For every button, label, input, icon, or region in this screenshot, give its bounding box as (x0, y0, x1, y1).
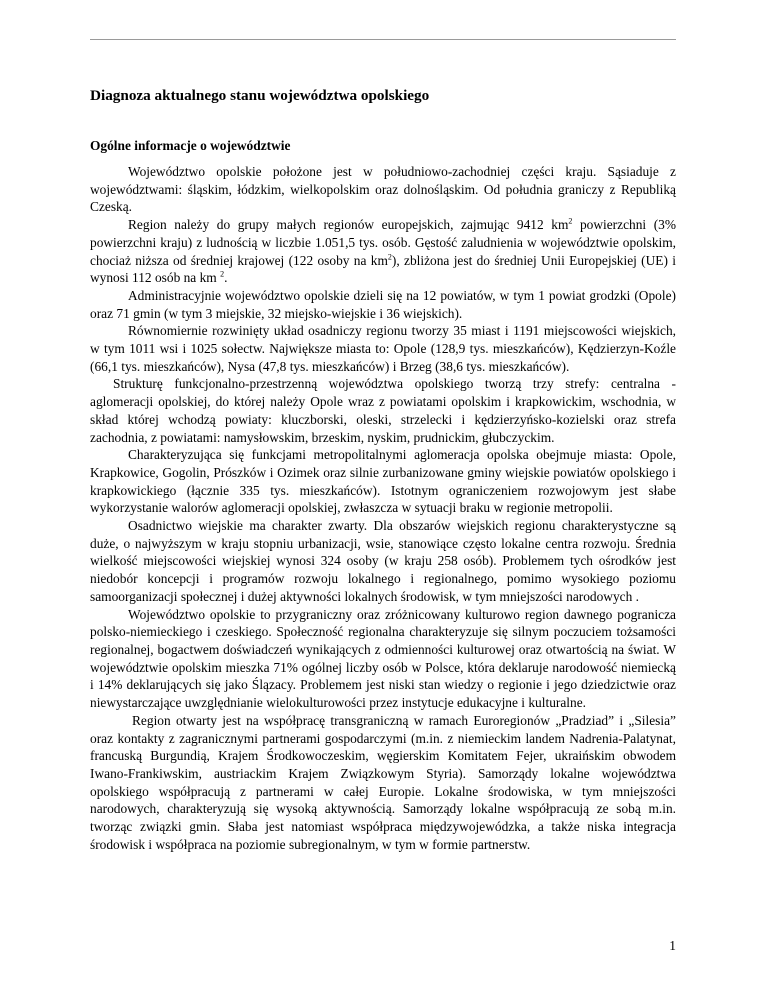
paragraph-area-text-c: ), zbliżona jest do średniej Unii Europejskiej (UE) i wynosi 112 osób na km (90, 252, 676, 286)
superscript-2-a: 2 (568, 216, 573, 226)
paragraph-administration: Administracyjnie województwo opolskie dzieli się na 12 powiatów, w tym 1 powiat grodzki (Opole) oraz 71 gmin (w tym 3 miejskie, 32 miejsko-wiejskie i 36 wiejskich). (90, 287, 676, 321)
page-number: 1 (669, 938, 676, 953)
header-rule (90, 39, 676, 40)
paragraph-culture: Województwo opolskie to przygraniczny oraz zróżnicowany kulturowo region dawnego pogranicza polsko-niemieckiego i czeskiego. Społeczność regionalna charakteryzuje się silnym poczuciem tożsamości regionalnej, bogactwem doświadczeń wynikających z odmienności kulturowej oraz otwartością na świat. W województwie opolskim mieszka 71% ogólnej liczby osób w Polsce, która deklaruje narodowość niemiecką i 14% deklarujących się jako Ślązacy. Problemem jest niski stan wiedzy o regionie i jego dziedzictwie oraz niewystarczające uwzględnianie wielokulturowości przez instytucje edukacyjne i kulturalne. (90, 606, 676, 711)
paragraph-area-population (90, 216, 676, 287)
paragraph-settlement: Równomiernie rozwinięty układ osadniczy regionu tworzy 35 miast i 1191 miejscowości wiejskich, w tym 1011 wsi i 1025 sołectw. Największe miasta to: Opole (128,9 tys. mieszkańców), Kędzierzyn-Koźle (66,1 tys. mieszkańców), Nysa (47,8 tys. mieszkańców) i Brzeg (38,6 tys. mieszkańców). (90, 323, 676, 374)
superscript-2-c: 2 (220, 269, 225, 279)
document-title: Diagnoza aktualnego stanu województwa opolskiego (90, 87, 430, 104)
section-heading: Ogólne informacje o województwie (90, 138, 291, 153)
superscript-2-b: 2 (387, 252, 392, 262)
paragraph-structure: Strukturę funkcjonalno-przestrzenną województwa opolskiego tworzą trzy strefy: centralna - aglomeracji opolskiej, do której należy Opole wraz z powiatami opolskim i krapkowickim, wschodnia, w skład której wchodzą powiaty: kluczborski, oleski, strzelecki i kędzierzyńsko-kozielski oraz strefa zachodnia, z powiatami: namysłowskim, brzeskim, nyskim, prudnickim, głubczyckim. (90, 376, 676, 445)
paragraph-area-text-b: powierzchni (3% powierzchni kraju) z ludnością w liczbie 1.051,5 tys. osób. Gęstość zaludnienia w województwie opolskim, chociaż niższa od średniej krajowej (122 osoby na km (90, 217, 677, 268)
paragraph-rural: Osadnictwo wiejskie ma charakter zwarty. Dla obszarów wiejskich regionu charakterystyczne są duże, o najwyższym w kraju stopniu urbanizacji, wsie, stanowiące często lokalne centra rozwoju. Średnia wielkość miejscowości wiejskiej wynosi 324 osoby (w kraju 258 osób). Problemem tych ośrodków jest niedobór koncepcji i programów rozwoju lokalnego i regionalnego, pomimo wysokiego poziomu samoorganizacji społecznej i dużej aktywności lokalnych środowisk, w tym mniejszości narodowych . (90, 518, 676, 604)
paragraph-agglomeration: Charakteryzująca się funkcjami metropolitalnymi aglomeracja opolska obejmuje miasta: Opole, Krapkowice, Gogolin, Prószków i Ozimek oraz silnie zurbanizowane gminy wiejskie powiatów opolskiego i krapkowickiego (łącznie 335 tys. mieszkańców). Istotnym ograniczeniem rozwojowym jest słabe wykorzystanie walorów aglomeracji opolskiej, zwłaszcza w sytuacji braku w regionie metropolii. (90, 447, 676, 516)
paragraph-area-text-d: . (224, 270, 228, 286)
paragraph-location: Województwo opolskie położone jest w południowo-zachodniej części kraju. Sąsiaduje z województwami: śląskim, łódzkim, wielkopolskim oraz dolnośląskim. Od południa graniczy z Republiką Czeską. (90, 164, 676, 215)
paragraph-area-text-a: Region należy do grupy małych regionów europejskich, zajmując 9412 km (128, 217, 569, 233)
paragraph-cooperation: Region otwarty jest na współpracę transgraniczną w ramach Euroregionów „Pradziad” i „Silesia” oraz kontakty z zagranicznymi partnerami gospodarczymi (m.in. z niemieckim landem Nadrenia-Palatynat, francuską Burgundią, Krajem Środkowoczeskim, węgierskim Komitatem Fejer, ukraińskim obwodem Iwano-Frankiwskim, austriackim Krajem Związkowym Styria). Samorządy lokalne województwa opolskiego współpracują z partnerami w całej Europie. Lokalne środowiska, w tym mniejszości narodowych, charakteryzują się wysoką aktywnością. Samorządy lokalne współpracują ze sobą m.in. tworząc związki gmin. Słaba jest natomiast współpraca międzywojewódzka, a także niska integracja środowisk i współpraca na poziomie subregionalnym, w tym w formie partnerstw. (90, 712, 676, 852)
page-content (90, 86, 676, 853)
